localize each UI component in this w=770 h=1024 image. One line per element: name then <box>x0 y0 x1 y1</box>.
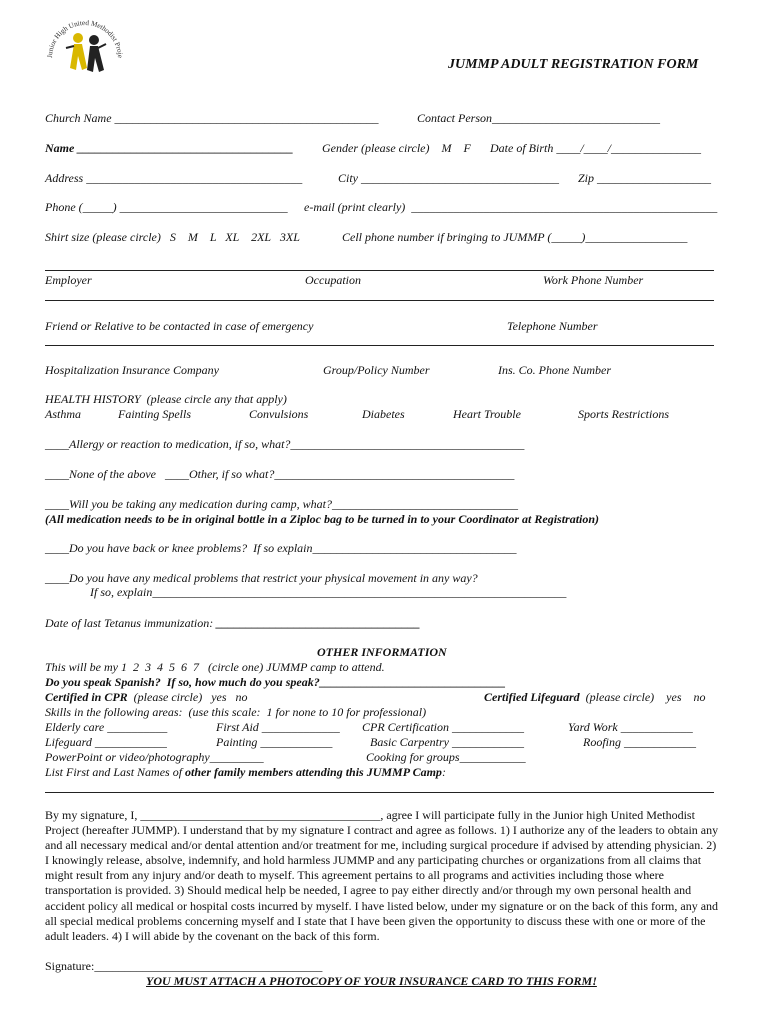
lifeguard-field[interactable] <box>484 690 706 704</box>
logo-arc-text: Junior High United Methodist Proje <box>45 18 125 59</box>
allergy-field[interactable]: ____Allergy or reaction to medication, if so, what?_______________________________________ <box>45 437 525 451</box>
skill-field[interactable]: Cooking for groups___________ <box>366 750 526 764</box>
tetanus-line: __________________________________ <box>216 616 421 630</box>
group-policy-label: Group/Policy Number <box>323 363 430 377</box>
work-phone-label: Work Phone Number <box>543 273 644 287</box>
skill-field[interactable]: PowerPoint or video/photography_________ <box>45 750 264 764</box>
insurance-card-notice: YOU MUST ATTACH A PHOTOCOPY OF YOUR INSURANCE CARD TO THIS FORM! <box>146 974 597 988</box>
shirt-size-field[interactable]: Shirt size (please circle) S M L XL 2XL 3XL <box>45 230 300 244</box>
insurance-phone-label: Ins. Co. Phone Number <box>498 363 611 377</box>
family-members-field[interactable] <box>45 765 446 779</box>
zip-field[interactable]: Zip ___________________ <box>578 171 712 185</box>
skills-instructions: Skills in the following areas: (use this scale: 1 for none to 10 for professional) <box>45 705 427 719</box>
cpr-field[interactable] <box>45 690 248 704</box>
signature-field[interactable]: Signature:______________________________________ <box>45 959 323 973</box>
condition-option[interactable]: Convulsions <box>249 407 309 421</box>
skill-field[interactable]: Roofing ____________ <box>583 735 696 749</box>
agreement-text: By my signature, I, ________________________________________, agree I will participate fully in the Junior high United Methodist Project (hereafter JUMMP). I understand that by my signature I contract and agree as follows. 1) I authorize any of the leaders to obtain any and all necessary medical and/or dental attention and/or treatment for me, including surgical procedure if advised by attending physician. 2) I knowingly release, absolve, indemnify, and hold harmless JUMMP and any participating churches or organizations from all claims that might result from any injury and/or death to myself. This agreement pertains to all programs and activities including those where transportation is provided. 3) Should medical help be needed, I agree to pay either directly and/or through my own personal health and accident policy all medical or hospital costs incurred by myself. I have listed below, under my signature or on the back of this form, any and all special medical problems concerning myself and I state that I have been given the opportunity to discuss these with one or more of the adult leaders. 4) I will abide by the covenant on the back of this form. <box>45 808 719 943</box>
condition-option[interactable]: Asthma <box>45 407 81 421</box>
skill-field[interactable]: Painting ____________ <box>216 735 333 749</box>
other-info-heading: OTHER INFORMATION <box>317 645 447 659</box>
family-label-bold: other family members attending this JUMMP Camp <box>185 765 442 779</box>
medication-note: (All medication needs to be in original bottle in a Ziploc bag to be turned in to your Coordinator at Registration) <box>45 512 600 526</box>
skill-field[interactable]: Lifeguard ____________ <box>45 735 167 749</box>
none-other-field[interactable]: ____None of the above ____Other, if so what?________________________________________ <box>45 467 515 481</box>
health-history-heading: HEALTH HISTORY (please circle any that apply) <box>45 392 287 406</box>
divider <box>45 270 714 271</box>
movement-restriction-field[interactable]: ____Do you have any medical problems that restrict your physical movement in any way? <box>45 571 478 585</box>
lifeguard-options: (please circle) yes no <box>579 690 706 704</box>
tetanus-field[interactable] <box>45 616 420 630</box>
skill-field[interactable]: Yard Work ____________ <box>568 720 693 734</box>
lifeguard-label: Certified Lifeguard <box>484 690 580 704</box>
condition-option[interactable]: Fainting Spells <box>118 407 191 421</box>
name-field[interactable]: Name ____________________________________ <box>45 141 294 155</box>
divider <box>45 792 714 793</box>
insurance-company-label: Hospitalization Insurance Company <box>45 363 219 377</box>
employer-label: Employer <box>45 273 92 287</box>
phone-field[interactable]: Phone (_____) ____________________________ <box>45 200 288 214</box>
emergency-contact-label: Friend or Relative to be contacted in case of emergency <box>45 319 314 333</box>
form-title: JUMMP ADULT REGISTRATION FORM <box>448 57 699 72</box>
condition-option[interactable]: Heart Trouble <box>453 407 521 421</box>
family-label-start: List First and Last Names of <box>45 765 186 779</box>
occupation-label: Occupation <box>305 273 361 287</box>
condition-option[interactable]: Diabetes <box>362 407 405 421</box>
cell-phone-field[interactable]: Cell phone number if bringing to JUMMP (_____)_________________ <box>342 230 688 244</box>
back-knee-field[interactable]: ____Do you have back or knee problems? If so explain__________________________________ <box>45 541 517 555</box>
skill-field[interactable]: CPR Certification ____________ <box>362 720 524 734</box>
city-field[interactable]: City _________________________________ <box>338 171 559 185</box>
restriction-explain-field[interactable]: If so, explain_____________________________________________________________________ <box>90 585 567 599</box>
emergency-phone-label: Telephone Number <box>507 319 598 333</box>
family-label-end: : <box>441 765 446 779</box>
skill-field[interactable]: First Aid _____________ <box>216 720 340 734</box>
divider <box>45 345 714 346</box>
contact-person-field[interactable]: Contact Person____________________________ <box>417 111 660 125</box>
address-field[interactable]: Address ____________________________________ <box>45 171 303 185</box>
divider <box>45 300 714 301</box>
church-name-field[interactable]: Church Name ____________________________________________ <box>45 111 379 125</box>
cpr-options: (please circle) yes no <box>127 690 248 704</box>
skill-field[interactable]: Basic Carpentry ____________ <box>370 735 524 749</box>
condition-option[interactable]: Sports Restrictions <box>578 407 670 421</box>
skill-field[interactable]: Elderly care __________ <box>45 720 168 734</box>
cpr-label: Certified in CPR <box>45 690 128 704</box>
date-of-birth-field[interactable]: Date of Birth ____/____/_______________ <box>490 141 701 155</box>
tetanus-label: Date of last Tetanus immunization: <box>45 616 217 630</box>
medication-field[interactable]: ____Will you be taking any medication during camp, what?_______________________________ <box>45 497 518 511</box>
jummp-logo <box>40 8 130 98</box>
email-field[interactable]: e-mail (print clearly) ___________________________________________________ <box>304 200 718 214</box>
spanish-field[interactable]: Do you speak Spanish? If so, how much do you speak?_______________________________ <box>45 675 506 689</box>
gender-field[interactable]: Gender (please circle) M F <box>322 141 471 155</box>
camp-count-field[interactable]: This will be my 1 2 3 4 5 6 7 (circle one) JUMMP camp to attend. <box>45 660 385 674</box>
